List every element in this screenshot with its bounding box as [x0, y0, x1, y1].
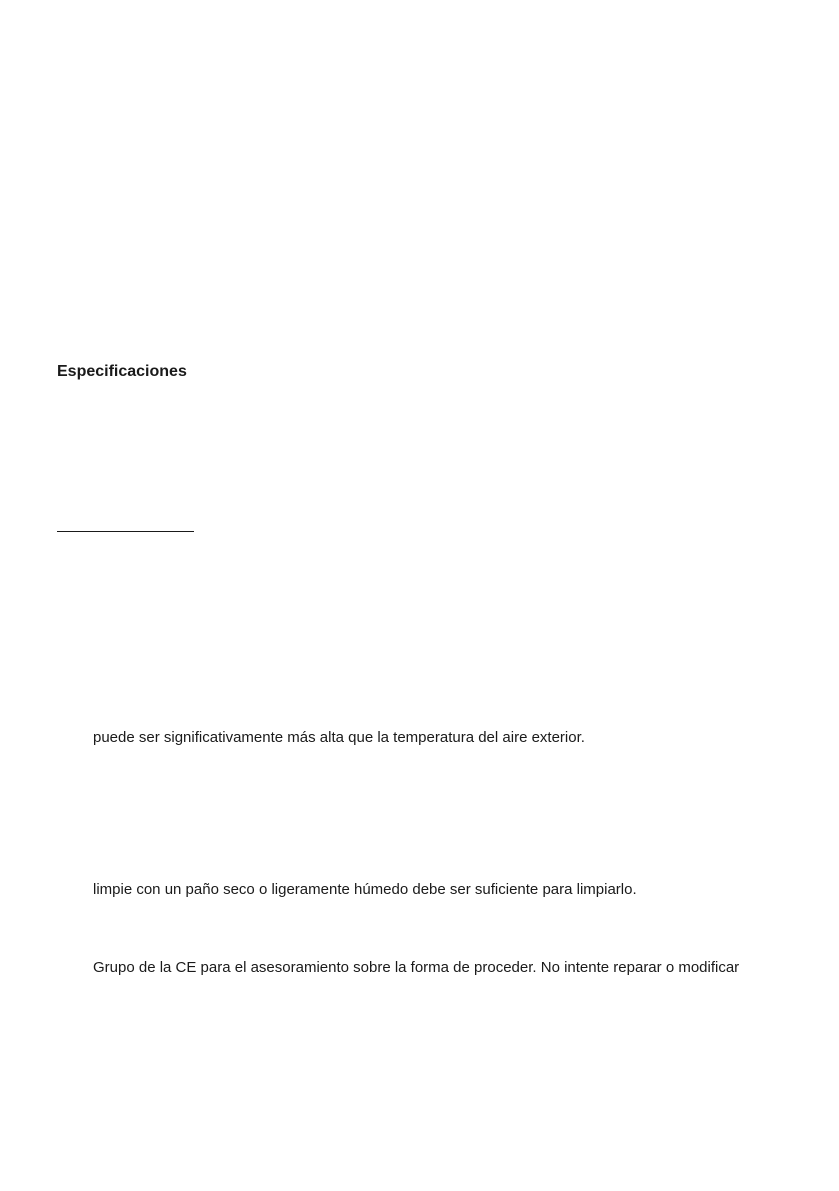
section-heading: Especificaciones — [57, 363, 187, 380]
text-line: limpie con un paño seco o ligeramente húmedo debe ser suficiente para limpiarlo. — [93, 881, 637, 898]
footnote-divider — [57, 531, 194, 532]
text-line: puede ser significativamente más alta que la temperatura del aire exterior. — [93, 729, 585, 746]
text-line: Grupo de la CE para el asesoramiento sobre la forma de proceder. No intente reparar o modificar — [93, 959, 740, 976]
